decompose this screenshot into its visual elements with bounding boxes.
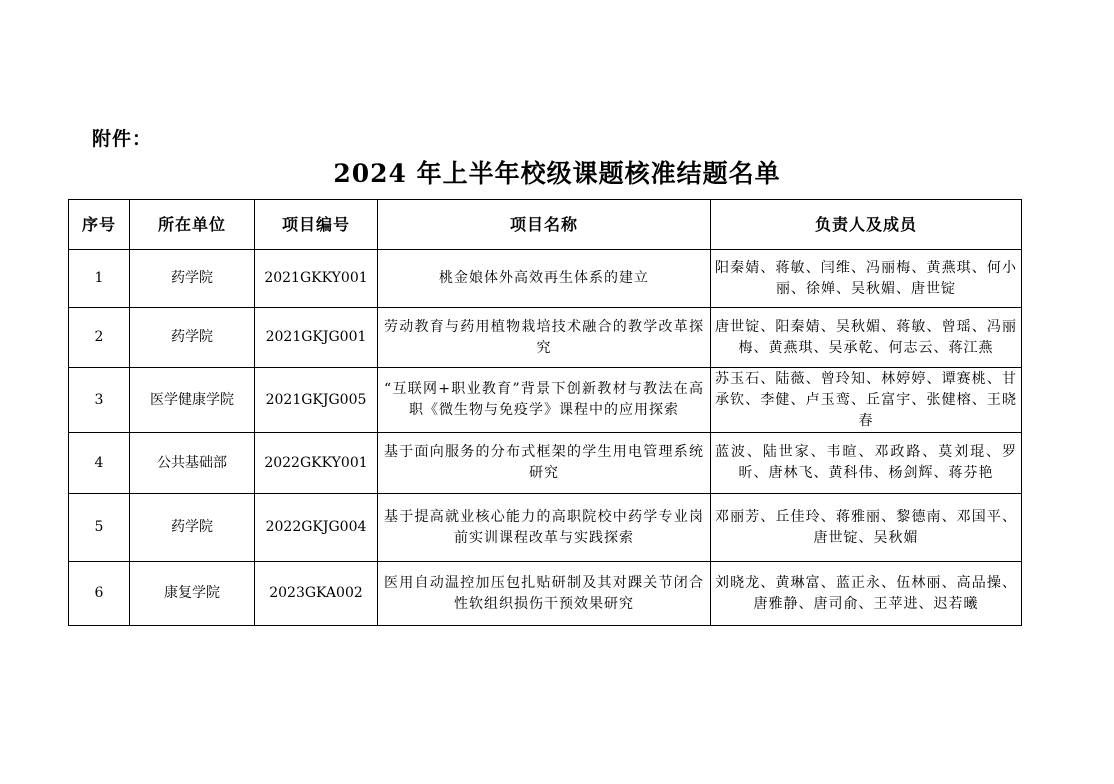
table-row (69, 250, 1022, 308)
table-header-row (69, 200, 1022, 250)
cell-unit: 康复学院 (130, 562, 255, 626)
cell-members: 刘晓龙、黄琳富、蓝正永、伍林丽、高品操、唐雅静、唐司俞、王苹进、迟若曦 (711, 562, 1022, 626)
table-row (69, 562, 1022, 626)
cell-no: 5 (69, 494, 130, 562)
table-row (69, 494, 1022, 562)
cell-unit: 药学院 (130, 494, 255, 562)
header-unit: 所在单位 (130, 200, 255, 250)
cell-members: 苏玉石、陆薇、曾玲知、林婷婷、谭赛桃、甘承钦、李健、卢玉鸾、丘富宇、张健榕、王晓春 (711, 368, 1022, 433)
cell-no: 1 (69, 250, 130, 308)
table-row (69, 368, 1022, 433)
cell-code: 2021GKJG001 (255, 308, 378, 368)
cell-code: 2022GKJG004 (255, 494, 378, 562)
document-title: 2024 年上半年校级课题核准结题名单 (333, 159, 781, 188)
results-table (68, 199, 1022, 626)
header-code: 项目编号 (255, 200, 378, 250)
cell-project-name: 基于面向服务的分布式框架的学生用电管理系统研究 (378, 433, 711, 494)
cell-no: 2 (69, 308, 130, 368)
cell-no: 6 (69, 562, 130, 626)
cell-project-name: 基于提高就业核心能力的高职院校中药学专业岗前实训课程改革与实践探索 (378, 494, 711, 562)
cell-members: 邓丽芳、丘佳玲、蒋雅丽、黎德南、邓国平、唐世锭、吴秋媚 (711, 494, 1022, 562)
table-row (69, 433, 1022, 494)
header-name: 项目名称 (378, 200, 711, 250)
cell-code: 2021GKKY001 (255, 250, 378, 308)
header-members: 负责人及成员 (711, 200, 1022, 250)
cell-unit: 药学院 (130, 308, 255, 368)
cell-unit: 药学院 (130, 250, 255, 308)
cell-unit: 医学健康学院 (130, 368, 255, 433)
cell-project-name: 劳动教育与药用植物栽培技术融合的教学改革探究 (378, 308, 711, 368)
cell-code: 2022GKKY001 (255, 433, 378, 494)
cell-code: 2023GKA002 (255, 562, 378, 626)
cell-unit: 公共基础部 (130, 433, 255, 494)
cell-members: 唐世锭、阳秦婧、吴秋媚、蒋敏、曾瑶、冯丽梅、黄燕琪、吴承乾、何志云、蒋江燕 (711, 308, 1022, 368)
header-no: 序号 (69, 200, 130, 250)
cell-members: 阳秦婧、蒋敏、闫维、冯丽梅、黄燕琪、何小丽、徐婵、吴秋媚、唐世锭 (711, 250, 1022, 308)
cell-no: 4 (69, 433, 130, 494)
cell-no: 3 (69, 368, 130, 433)
cell-code: 2021GKJG005 (255, 368, 378, 433)
cell-members: 蓝波、陆世家、韦暄、邓政路、莫刘琨、罗昕、唐林飞、黄科伟、杨剑辉、蒋芬艳 (711, 433, 1022, 494)
cell-project-name: 医用自动温控加压包扎贴研制及其对踝关节闭合性软组织损伤干预效果研究 (378, 562, 711, 626)
attachment-label: 附件： (92, 128, 153, 150)
cell-project-name: “互联网+职业教育”背景下创新教材与教法在高职《微生物与免疫学》课程中的应用探索 (378, 368, 711, 433)
cell-project-name: 桃金娘体外高效再生体系的建立 (378, 250, 711, 308)
table-row (69, 308, 1022, 368)
